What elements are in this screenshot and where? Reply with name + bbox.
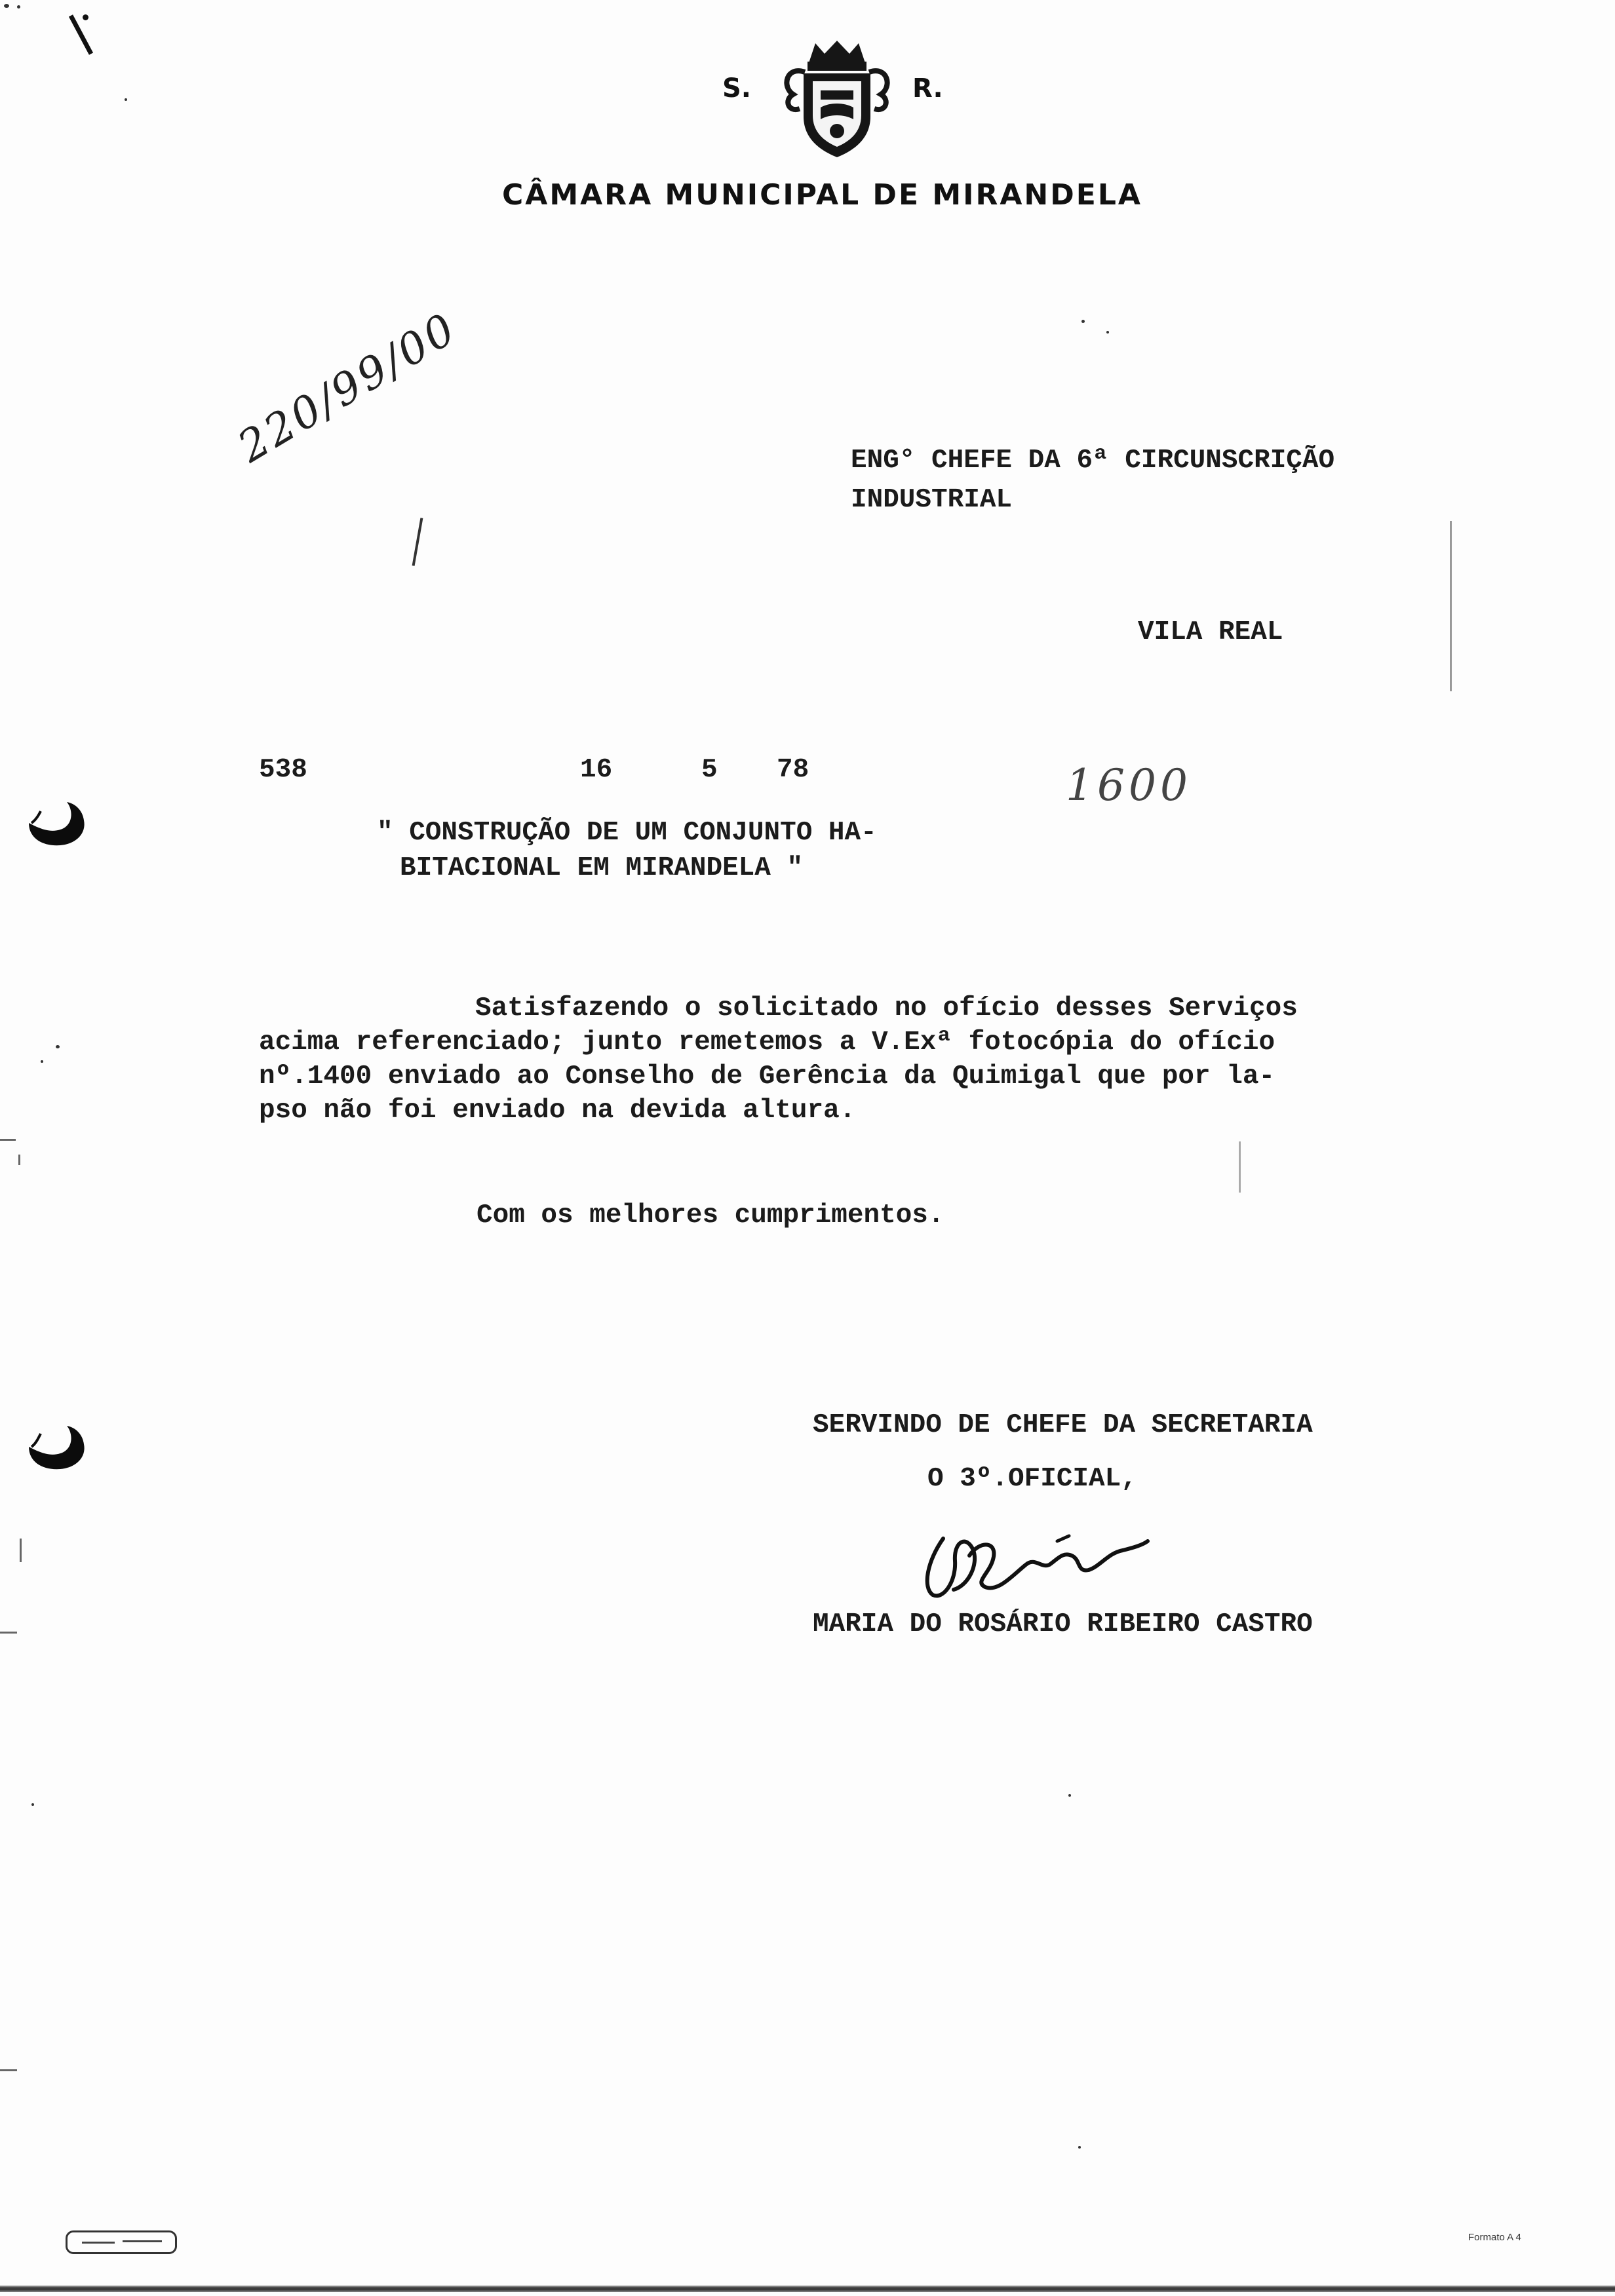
reference-year: 78: [777, 755, 809, 785]
scan-speck: [4, 4, 9, 8]
reference-number: 538: [259, 755, 307, 785]
letterhead-right-letter: R.: [912, 73, 943, 104]
stamped-number: 1600: [1066, 760, 1192, 811]
scan-speck: [1081, 320, 1085, 323]
filing-label-box: [66, 2230, 177, 2254]
corner-mark-dot: [83, 14, 88, 20]
coat-of-arms-icon: [777, 39, 897, 161]
punch-hole-lower: [26, 1421, 89, 1474]
institution-name: CÂMARA MUNICIPAL DE MIRANDELA: [502, 178, 1142, 212]
addressee-line-2: INDUSTRIAL: [851, 485, 1013, 515]
margin-tick: [0, 2069, 17, 2071]
subject-line-2: BITACIONAL EM MIRANDELA ": [400, 853, 804, 883]
scan-speck: [41, 1060, 43, 1063]
signatory-name: MARIA DO ROSÁRIO RIBEIRO CASTRO: [813, 1609, 1313, 1639]
addressee-city: VILA REAL: [1138, 617, 1283, 647]
signatory-title: O 3º.OFICIAL,: [927, 1464, 1137, 1494]
closing-line: Com os melhores cumprimentos.: [477, 1200, 944, 1231]
handwritten-signature: [914, 1519, 1157, 1600]
body-line-1: Satisfazendo o solicitado no ofício desses Serviços: [475, 993, 1298, 1024]
scan-speck: [125, 98, 127, 101]
letterhead-left-letter: S.: [722, 73, 752, 104]
body-line-2: acima referenciado; junto remetemos a V.Exª fotocópia do ofício: [259, 1027, 1275, 1058]
scan-speck: [31, 1803, 34, 1806]
scan-speck: [17, 5, 20, 9]
scan-speck: [56, 1045, 60, 1048]
margin-tick: [1450, 521, 1452, 691]
corner-mark: [69, 14, 93, 55]
body-line-4: pso não foi enviado na devida altura.: [259, 1096, 856, 1126]
handwritten-reference: 220/99/00: [229, 303, 466, 473]
reference-day: 16: [580, 755, 613, 785]
paper-format-label: Formato A 4: [1468, 2232, 1521, 2243]
pen-stroke: [412, 518, 423, 566]
signatory-role: SERVINDO DE CHEFE DA SECRETARIA: [813, 1410, 1313, 1440]
addressee-line-1: ENG° CHEFE DA 6ª CIRCUNSCRIÇÃO: [851, 446, 1335, 476]
margin-tick: [0, 1139, 16, 1141]
subject-line-1: " CONSTRUÇÃO DE UM CONJUNTO HA-: [377, 818, 877, 848]
margin-tick: [20, 1539, 22, 1562]
scan-speck: [1106, 331, 1109, 334]
reference-month: 5: [701, 755, 718, 785]
scan-speck: [1068, 1794, 1071, 1797]
punch-hole-upper: [26, 799, 89, 851]
body-line-3: nº.1400 enviado ao Conselho de Gerência da Quimigal que por la-: [259, 1062, 1275, 1092]
margin-tick: [18, 1155, 20, 1165]
margin-tick: [1239, 1141, 1241, 1193]
scan-speck: [1078, 2146, 1081, 2149]
scan-bottom-edge: [0, 2286, 1615, 2292]
margin-tick: [0, 1632, 17, 1634]
